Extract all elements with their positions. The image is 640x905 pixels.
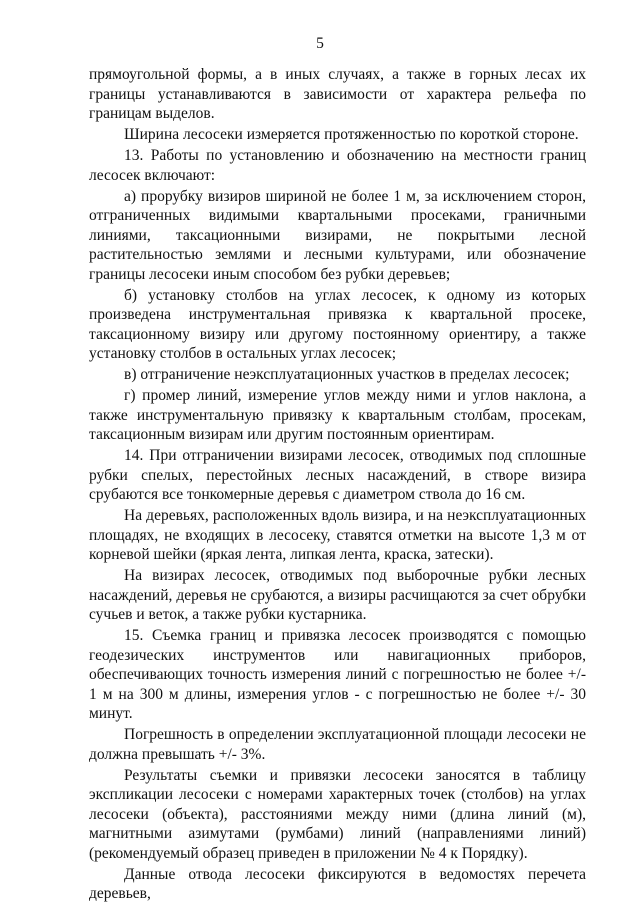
paragraph: в) отграничение неэксплуатационных участков в пределах лесосек; [124,366,570,383]
paragraph: Погрешность в определении эксплуатационной площади лесосеки не должна превышать +/- 3%. [89,726,586,763]
body-text [89,65,586,905]
paragraph: 14. При отграничении визирами лесосек, отводимых под сплошные рубки спелых, перестойных лесных насаждений, в створе визира срубаются все тонкомерные деревья с диаметром ствола до 16 см. [89,447,586,503]
paragraph: 13. Работы по установлению и обозначению на местности границ лесосек включают: [89,147,586,184]
paragraph: На деревьях, расположенных вдоль визира, и на неэксплуатационных площадях, не входящих в лесосеку, ставятся отметки на высоте 1,3 м от корневой шейки (яркая лента, липкая лента, краска, затески). [89,507,586,563]
paragraph: г) промер линий, измерение углов между ними и углов наклона, а также инструментальную привязку к квартальным столбам, просекам, таксационным визирам или другим постоянным ориентирам. [89,387,586,443]
paragraph: Данные отвода лесосеки фиксируются в ведомостях перечета деревьев, [89,865,586,902]
paragraph: б) установку столбов на углах лесосек, к одному из которых произведена инструментальная привязка к квартальной просеке, таксационному визиру или другому постоянному ориентиру, а также установку столбов в остальных углах лесосек; [89,286,586,362]
paragraph: На визирах лесосек, отводимых под выборочные рубки лесных насаждений, деревья не срубаются, а визиры расчищаются за счет обрубки сучьев и веток, а также рубки кустарника. [89,567,586,623]
paragraph: а) прорубку визиров шириной не более 1 м, за исключением сторон, отграниченных видимыми квартальными просеками, граничными линиями, таксационными визирами, не покрытыми лесной растительностью землями и лесными культурами, или обозначение границы лесосеки иным способом без рубки деревьев; [89,187,586,283]
page-number: 5 [316,35,324,52]
paragraph: Ширина лесосеки измеряется протяженностью по короткой стороне. [124,126,579,143]
paragraph: 15. Съемка границ и привязка лесосек производятся с помощью геодезических инструментов или навигационных приборов, обеспечивающих точность измерения линий с погрешностью не более +/- 1 м на 300 м длины, измерения углов - с погрешностью не более +/- 30 минут. [89,627,586,722]
paragraph: Результаты съемки и привязки лесосеки заносятся в таблицу экспликации лесосеки с номерами характерных точек (столбов) на углах лесосеки (объекта), расстояниями между ними (длина линий (м), магнитными азимутами (румбами) линий (направлениями линий) (рекомендуемый образец приведен в приложении № 4 к Порядку). [89,766,586,862]
paragraph: прямоугольной формы, а в иных случаях, а также в горных лесах их границы устанавливаются в зависимости от характера рельефа по границам выделов. [89,66,586,122]
